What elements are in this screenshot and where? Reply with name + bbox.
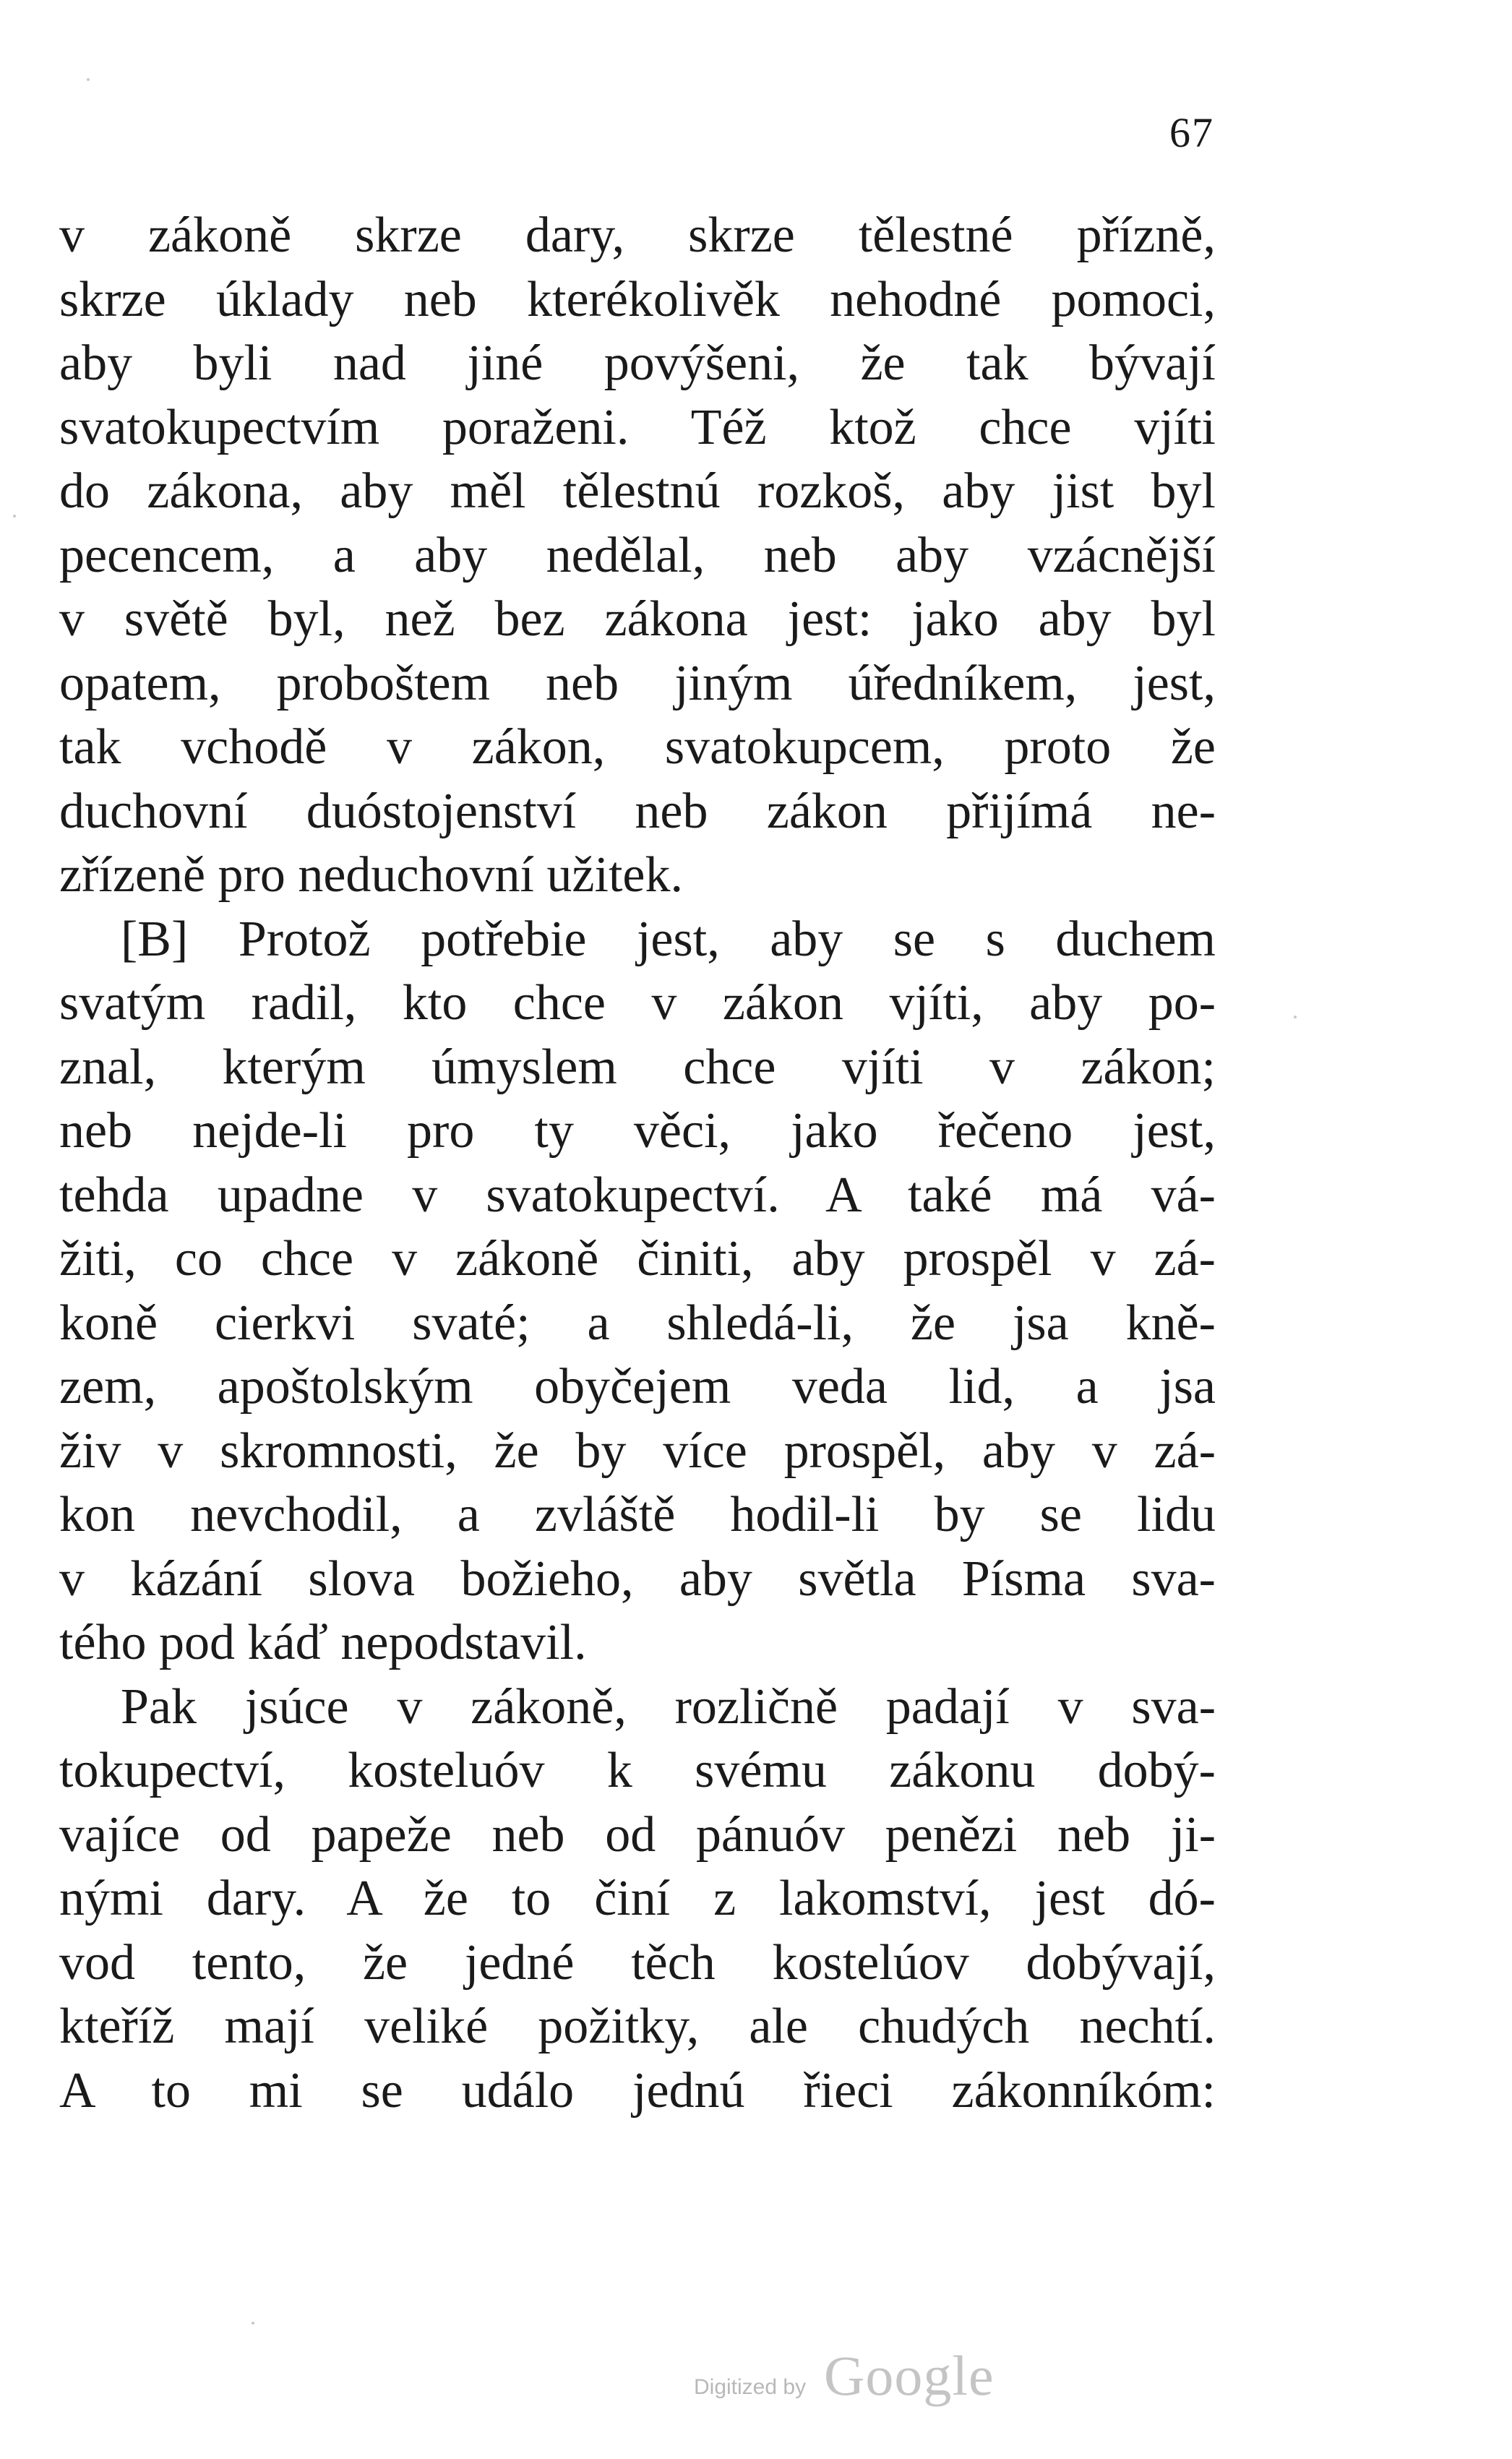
text-line: kon nevchodil, a zvláště hodil-li by se lidu: [59, 1487, 1216, 1542]
text-line: tehda upadne v svatokupectví. A také má vá-: [59, 1167, 1216, 1223]
text-line: v zákoně skrze dary, skrze tělestné přízně,: [59, 207, 1216, 263]
paragraph-start-line: Pak jsúce v zákoně, rozličně padají v sva-: [121, 1678, 1216, 1735]
text-line: tokupectví, kosteluóv k svému zákonu dobý-: [59, 1743, 1216, 1798]
text-line: opatem, proboštem neb jiným úředníkem, jest,: [59, 655, 1216, 711]
scan-speck: [13, 515, 16, 518]
text-line: skrze úklady neb kterékolivěk nehodné pomoci,: [59, 271, 1216, 327]
text-line: znal, kterým úmyslem chce vjíti v zákon;: [59, 1039, 1216, 1095]
text-line: pecencem, a aby nedělal, neb aby vzácnější: [59, 527, 1216, 583]
text-line: zřízeně pro neduchovní užitek.: [59, 847, 683, 903]
text-line: A to mi se událo jednú řieci zákonníkóm:: [59, 2062, 1216, 2119]
scan-speck: [87, 78, 90, 81]
paragraph-start-line: [B] Protož potřebie jest, aby se s duchem: [121, 911, 1216, 967]
text-line: neb nejde-li pro ty věci, jako řečeno jest,: [59, 1103, 1216, 1159]
text-line: koně cierkvi svaté; a shledá-li, že jsa kně-: [59, 1295, 1216, 1351]
text-line: svatým radil, kto chce v zákon vjíti, aby po-: [59, 975, 1216, 1031]
text-line: žiti, co chce v zákoně činiti, aby prospěl v zá-: [59, 1231, 1216, 1287]
text-line: tého pod káď nepodstavil.: [59, 1615, 587, 1670]
body-text: [59, 204, 1216, 2123]
text-line: svatokupectvím poraženi. Též ktož chce vjíti: [59, 399, 1216, 455]
text-line: tak vchodě v zákon, svatokupcem, proto že: [59, 719, 1216, 775]
text-line: nými dary. A že to činí z lakomství, jest dó-: [59, 1871, 1216, 1926]
text-line: do zákona, aby měl tělestnú rozkoš, aby jist byl: [59, 463, 1216, 519]
text-line: zem, apoštolským obyčejem veda lid, a jsa: [59, 1359, 1216, 1415]
text-line: vod tento, že jedné těch kostelúov dobývají,: [59, 1934, 1216, 1991]
text-line: vajíce od papeže neb od pánuóv penězi neb ji-: [59, 1806, 1216, 1863]
text-line: živ v skromnosti, že by více prospěl, aby v zá-: [59, 1422, 1216, 1479]
scan-speck: [1294, 1016, 1297, 1018]
digitized-label: Digitized by: [694, 2375, 807, 2399]
text-line: aby byli nad jiné povýšeni, že tak bývají: [59, 335, 1216, 391]
scan-speck: [252, 2322, 254, 2325]
text-line: kteříž mají veliké požitky, ale chudých nechtí.: [59, 1999, 1216, 2054]
text-line: v světě byl, než bez zákona jest: jako aby byl: [59, 591, 1216, 647]
text-line: duchovní duóstojenství neb zákon přijímá ne-: [59, 783, 1216, 839]
digitized-by-google-watermark: [694, 2336, 1055, 2416]
page-number: 67: [1169, 109, 1214, 156]
text-line: v kázání slova božieho, aby světla Písma sva-: [59, 1550, 1216, 1607]
google-logo: Google: [824, 2344, 995, 2407]
